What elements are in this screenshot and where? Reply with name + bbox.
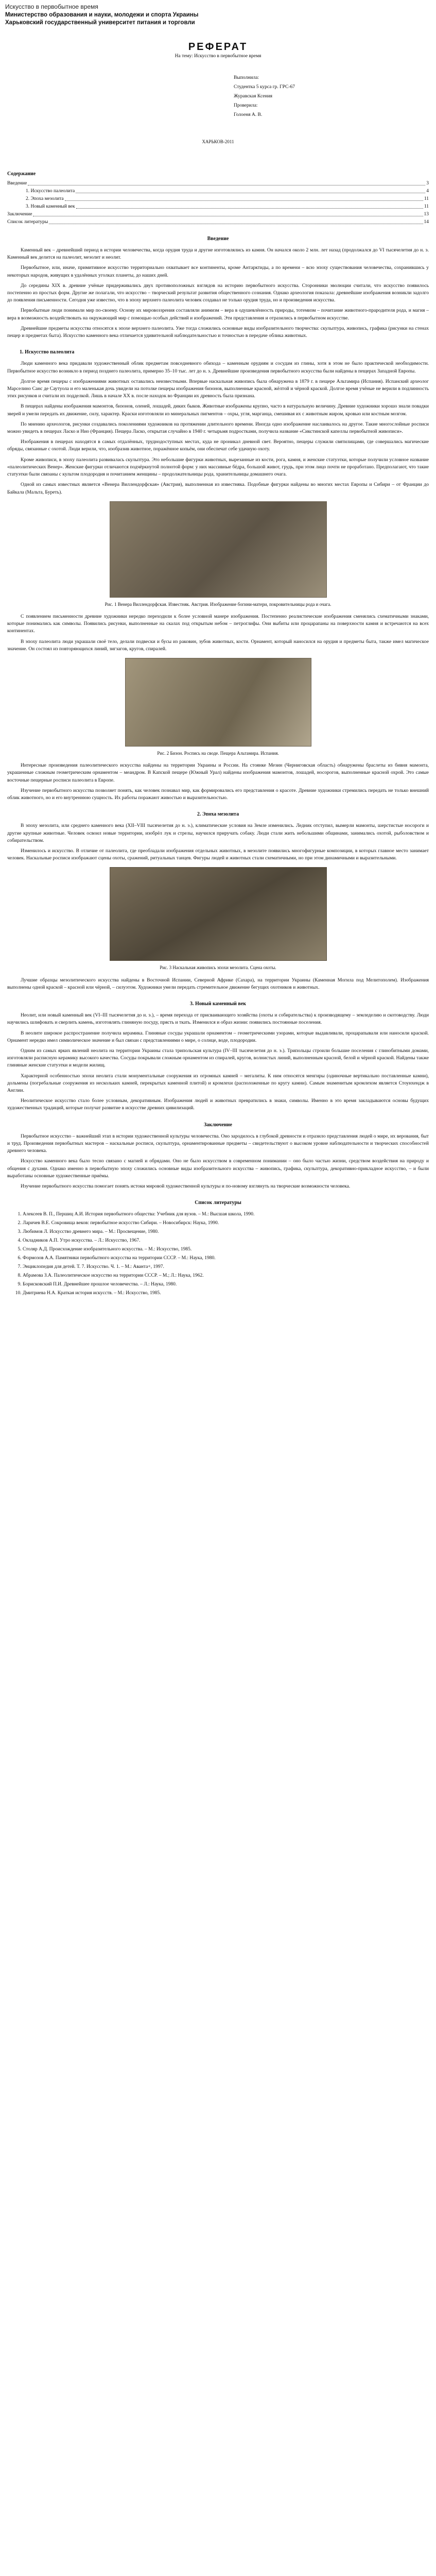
- paragraph: Неолитическое искусство стало более условным, декоративным. Изображения людей и животных превратились в знаки, символы. Именно в это время закладываются основы будущих художественных традиций, которые получат развитие в искусстве древних цивилизаций.: [7, 1098, 429, 1111]
- paragraph: Изучение первобытного искусства позволяет понять, как человек познавал мир, как формировались его представления о красоте. Древние художники стремились передать не только внешний облик животного, но и его внутреннюю сущность. Их работы поражают живостью и выразительностью.: [7, 787, 429, 801]
- literature-item: 6. Формозов А.А. Памятники первобытного искусства на территории СССР. – М.: Наука, 1980.: [23, 1255, 429, 1262]
- toc-item[interactable]: Введение 3: [7, 180, 429, 186]
- literature-list: [7, 1211, 429, 1297]
- section-title-mesolith: 2. Эпоха мезолита: [197, 811, 239, 818]
- table-of-contents: [7, 171, 429, 226]
- referat-title: РЕФЕРАТ: [188, 41, 248, 53]
- paragraph: Лучшие образцы мезолитического искусства найдены в Восточной Испании, Северной Африке (Сахара), на территории Украины (Каменная Могила под Мелитополем). Изображения выполнены одной краской – красной или чёрной, – силуэтом. Художники умели передать стремительное движение бегущих охотников и животных.: [7, 977, 429, 990]
- section-mesolith: [7, 822, 429, 862]
- section-title-neolith: 3. Новый каменный век: [189, 1001, 247, 1007]
- paragraph: Изображения в пещерах находятся в самых отдалённых, труднодоступных местах, куда не проникал дневной свет. Вероятно, пещеры служили святилищами, где совершались магические обряды, связанные с охотой. Люди верили, что, изобразив животное, поражённое копьём, они обеспечат себе удачную охоту.: [7, 439, 429, 452]
- literature-item: 8. Абрамова З.А. Палеолитическое искусство на территории СССР. – М.; Л.: Наука, 1962.: [23, 1272, 429, 1280]
- toc-item[interactable]: 3. Новый каменный век 11: [26, 204, 429, 209]
- literature-item: 2. Ларичев В.Е. Сокровища веков: первобытное искусство Сибири. – Новосибирск: Наука, 1990.: [23, 1219, 429, 1227]
- paragraph: В эпоху мезолита, или среднего каменного века (XII–VIII тысячелетия до н. э.), климатические условия на Земле изменились. Ледник отступил, вымерли мамонты, шерстистые носороги и другие крупные животные. Человек освоил новые территории, изобрёл лук и стрелы, научился приручать собаку. Люди стали жить небольшими общинами, занимались охотой, рыболовством и собирательством.: [7, 823, 429, 843]
- section-title-literature: Список литературы: [195, 1200, 241, 1206]
- author-line: Студентка 5 курса гр. ГРС-67: [234, 84, 295, 90]
- section-intro: [7, 247, 429, 340]
- author-line: Проверила:: [234, 103, 258, 109]
- paragraph: До середины XIX в. древние учёные придерживались двух противоположных взглядов на историю первобытного искусства. Сторонники эволюции считали, что искусство появилось постепенно из простых форм. Другие же полагали, что искусство – творческий результат развития общественного сознания. Однако археология показала: древнейшие изображения возникли задолго до появления письменности. Сегодня уже известно, что в эпоху верхнего палеолита человек создавал не только орудия труда, но и произведения искусства.: [7, 282, 429, 303]
- referat-topic: На тему: Искусство в первобытное время: [175, 54, 261, 59]
- section-paleolith: [7, 360, 429, 496]
- city-year: ХАРЬКОВ-2011: [202, 139, 234, 145]
- paragraph: Первобытное, или, иначе, примитивное искусство территориально охватывает все континенты, кроме Антарктиды, а по времени – всю эпоху существования человечества, сохранившись у некоторых народов, живущих в удалённых уголках планеты, до наших дней.: [7, 265, 429, 278]
- section-mesolith-cont: [7, 977, 429, 991]
- paragraph: Интересные произведения палеолитического искусства найдены на территории Украины и России. На стоянке Мезин (Черниговская область) обнаружены браслеты из бивня мамонта, украшенные сложным геометрическим орнаментом – меандром. В Капской пещере (Южный Урал) найдены изображения мамонтов, лошадей, носорогов, выполненные красной охрой. Это самые восточные пещерные росписи палеолита в Европе.: [7, 762, 429, 783]
- university-name: Харьковский государственный университет питания и торговли: [5, 20, 195, 26]
- paragraph: Изучение первобытного искусства помогает понять истоки мировой художественной культуры и по-новому взглянуть на творческие возможности человека.: [21, 1183, 351, 1190]
- figure-caption: Рис. 3 Наскальная живопись эпохи мезолита. Сцена охоты.: [160, 965, 276, 971]
- figure-image-bison: [125, 658, 311, 747]
- paragraph: В неолите широкое распространение получила керамика. Глиняные сосуды украшали орнаментом – геометрическими узорами, которые выдавливали, процарапывали или наносили краской. Орнамент нередко имел символическое значение и был связан с представлениями о мире, о солнце, воде, плодородии.: [7, 1030, 429, 1043]
- toc-item[interactable]: Список литературы 14: [7, 219, 429, 225]
- paragraph: Характерной особенностью эпохи неолита стали монументальные сооружения из огромных камней – мегалиты. К ним относятся менгиры (одиночные вертикально поставленные камни), дольмены (погребальные сооружения из нескольких камней, перекрытых каменной плитой) и кромлехи (расположенные по кругу камни). Самым знаменитым кромлехом является Стоунхендж в Англии.: [7, 1073, 429, 1093]
- paragraph: Искусство каменного века было тесно связано с магией и обрядами. Оно не было искусством в современном понимании – оно было частью жизни, средством воздействия на природу и общения с духами. Однако именно в первобытную эпоху сложились основные виды изобразительного искусства – живопись, графика, скульптура, декоративно-прикладное искусство, – и были выработаны основные художественные приёмы.: [7, 1158, 429, 1179]
- paragraph: В эпоху палеолита люди украшали своё тело, делали подвески и бусы из раковин, зубов животных, кости. Орнамент, который наносился на орудия и предметы быта, также имел магическое значение. Он состоял из повторяющихся линий, зигзагов, кругов, спиралей.: [7, 638, 429, 652]
- section-title-paleolith: 1. Искусство палеолита: [20, 349, 75, 355]
- document-title: Искусство в первобытное время: [5, 3, 98, 10]
- paragraph: Долгое время пещеры с изображениями животных оставались неизвестными. Впервые наскальная живопись была обнаружена в 1879 г. в пещере Альтамира (Испания). Испанский археолог Марселино Санс де Саутуола и его маленькая дочь увидели на потолке пещеры изображения бизонов, выполненные красной, жёлтой и чёрной краской. Долгое время учёные не верили в подлинность этих рисунков и считали их подделкой. Лишь в начале XX в. после находок во Франции их древность была признана.: [7, 378, 429, 399]
- figure-caption: Рис. 1 Венера Виллендорфская. Известняк. Австрия. Изображение богини-матери, покровительницы рода и очага.: [104, 601, 332, 607]
- document-body: [0, 43, 436, 1297]
- figure-caption: Рис. 2 Бизон. Роспись на своде. Пещера Альтамира. Испания.: [157, 750, 279, 756]
- literature-item: 9. Борисковский П.И. Древнейшее прошлое человечества. – Л.: Наука, 1980.: [23, 1281, 429, 1289]
- section-title-intro: Введение: [207, 235, 229, 242]
- section-paleolith-end: [7, 762, 429, 802]
- author-line: Голоеня А. В.: [234, 112, 263, 118]
- author-block: [234, 73, 429, 120]
- paragraph: С появлением письменности древние художники нередко переходили к более условной манере изображения. Постепенно реалистические изображения сменялись схематичными знаками, которые понимались как символы. Появились рисунки, выполненные на скалах под открытым небом – петроглифы. Они выбиты или процарапаны на поверхности камня и встречаются на всех континентах.: [7, 613, 429, 634]
- toc-item[interactable]: 2. Эпоха мезолита 11: [26, 196, 429, 201]
- section-title-conclusion: Заключение: [204, 1122, 232, 1128]
- paragraph: Первобытные люди понимали мир по-своему. Основу их мировоззрения составляли анимизм – вера в одушевлённость природы, тотемизм – почитание животного-прародителя рода, и магия – вера в возможность воздействовать на окружающий мир с помощью особых действий и изображений. Эти представления и отразились в первобытном искусстве.: [7, 308, 429, 321]
- paragraph: Изменилось и искусство. В отличие от палеолита, где преобладали изображения отдельных животных, в мезолите появились многофигурные композиции, в которых главное место занимает человек. Наскальные росписи изображают сцены охоты, сражений, ритуальных танцев. Фигуры людей и животных стали схематичными, но при этом динамичными и выразительными.: [7, 848, 429, 861]
- literature-item: 7. Энциклопедия для детей. Т. 7. Искусство. Ч. 1. – М.: Аванта+, 1997.: [23, 1263, 429, 1271]
- ministry-name: Министерство образования и науки, молодежи и спорта Украины: [5, 12, 199, 18]
- section-conclusion: [7, 1133, 429, 1190]
- paragraph: Кроме живописи, в эпоху палеолита развивалась скульптура. Это небольшие фигурки животных, вырезанные из кости, рога, камня, и женские статуэтки, которые получили условное название «палеолитических Венер». Женские фигурки отличаются подчёркнутой полнотой форм: у них массивные бёдра, большой живот, грудь, при этом лицо почти не проработано. Предполагают, что такие статуэтки были связаны с культом плодородия и почитанием женщины – продолжательницы рода, хранительницы домашнего очага.: [7, 456, 429, 478]
- literature-item: 5. Столяр А.Д. Происхождение изобразительного искусства. – М.: Искусство, 1985.: [23, 1246, 429, 1253]
- author-line: Выполнила:: [234, 75, 259, 81]
- paragraph: Древнейшие предметы искусства относятся к эпохе верхнего палеолита. Уже тогда сложились основные виды изобразительного творчества: скульптура, живопись, графика (рисунки на стенах пещер и предметах быта). Искусство каменного века отличается удивительной наблюдательностью и точностью в передаче облика животных.: [7, 325, 429, 339]
- figure-image-venus: [110, 501, 327, 598]
- paragraph: В пещерах найдены изображения мамонтов, бизонов, оленей, лошадей, диких быков. Животные изображены крупно, часто в натуральную величину. Древние художники хорошо знали повадки зверей и умели передать их движение, силу, характер. Краски изготовляли из минеральных пигментов – охры, угля, марганца, смешивая их с животным жиром, кровью или костным мозгом.: [7, 403, 429, 417]
- figure-image-hunt: [110, 867, 327, 961]
- section-neolith: [7, 1012, 429, 1112]
- toc-item[interactable]: Заключение 13: [7, 211, 429, 217]
- literature-item: 1. Алексеев В. П., Першиц А.И. История первобытного общества: Учебник для вузов. – М.: Высшая школа, 1990.: [23, 1211, 429, 1218]
- paragraph: Одной из самых известных является «Венера Виллендорфская» (Австрия), выполненная из известняка. Подобные фигурки найдены во многих местах Европы и Сибири – от Франции до Байкала (Мальта, Буреть).: [7, 482, 429, 495]
- author-line: Журавская Ксения: [234, 94, 273, 99]
- paragraph: Первобытное искусство – важнейший этап в истории художественной культуры человечества. Оно зародилось в глубокой древности и отразило представления людей о мире, их верования, быт и труд. Произведения первобытных мастеров – наскальные росписи, скульптура, орнаментированные предметы – свидетельствуют о высоком уровне наблюдательности и творческих способностей древнего человека.: [7, 1133, 429, 1154]
- literature-item: 4. Окладников А.П. Утро искусства. – Л.: Искусство, 1967.: [23, 1237, 429, 1245]
- paragraph: Одним из самых ярких явлений неолита на территории Украины стала трипольская культура (IV–III тысячелетия до н. э.). Трипольцы строили большие поселения с глинобитными домами, изготовляли расписную керамику высокого качества. Сосуды покрывали сложным орнаментом из спиралей, кругов, волнистых линий, выполненным красной, белой и чёрной краской. Найдены также глиняные женские статуэтки и модели жилищ.: [7, 1047, 429, 1069]
- paragraph: Каменный век – древнейший период в истории человечества, когда орудия труда и другие изготовлялись из камня. Он начался около 2 млн. лет назад (продолжался до VI тысячелетия до н. э. Каменный век делится на палеолит, мезолит и неолит.: [7, 247, 429, 261]
- paragraph: Неолит, или новый каменный век (VI–III тысячелетия до н. э.), – время перехода от присваивающего хозяйства (охоты и собирательства) к производящему – земледелию и скотоводству. Люди научились шлифовать и сверлить камень, изготовлять глиняную посуду, прясть и ткать. Изменился и образ жизни: появились постоянные поселения.: [7, 1012, 429, 1026]
- paragraph: По мнению археологов, рисунки создавались поколениями художников на протяжении длительного времени. Иногда одно изображение наслаивалось на другое. Такие многослойные росписи можно увидеть в пещерах Ласко и Нио (Франция). Пещера Ласко, открытая случайно в 1940 г. четырьмя подростками, получила название «Сикстинской капеллы первобытной живописи».: [7, 421, 429, 435]
- paragraph: Люди каменного века придавали художественный облик предметам повседневного обихода – каменным орудиям и сосудам из глины, хотя в этом не было практической необходимости. Первобытное искусство возникло в период позднего палеолита, примерно 35–10 тыс. лет до н. э. Древнейшие произведения первобытного искусства были найдены в пещерах Западной Европы.: [7, 361, 429, 374]
- document-header: [0, 0, 436, 27]
- literature-item: 10. Дмитриева Н.А. Краткая история искусств. – М.: Искусство, 1985.: [23, 1290, 429, 1297]
- toc-title: Содержание: [7, 171, 36, 177]
- section-paleolith-cont: [7, 613, 429, 653]
- toc-item[interactable]: 1. Искусство палеолита 4: [26, 188, 429, 194]
- literature-item: 3. Любимов Л. Искусство древнего мира. – М.: Просвещение, 1980.: [23, 1228, 429, 1236]
